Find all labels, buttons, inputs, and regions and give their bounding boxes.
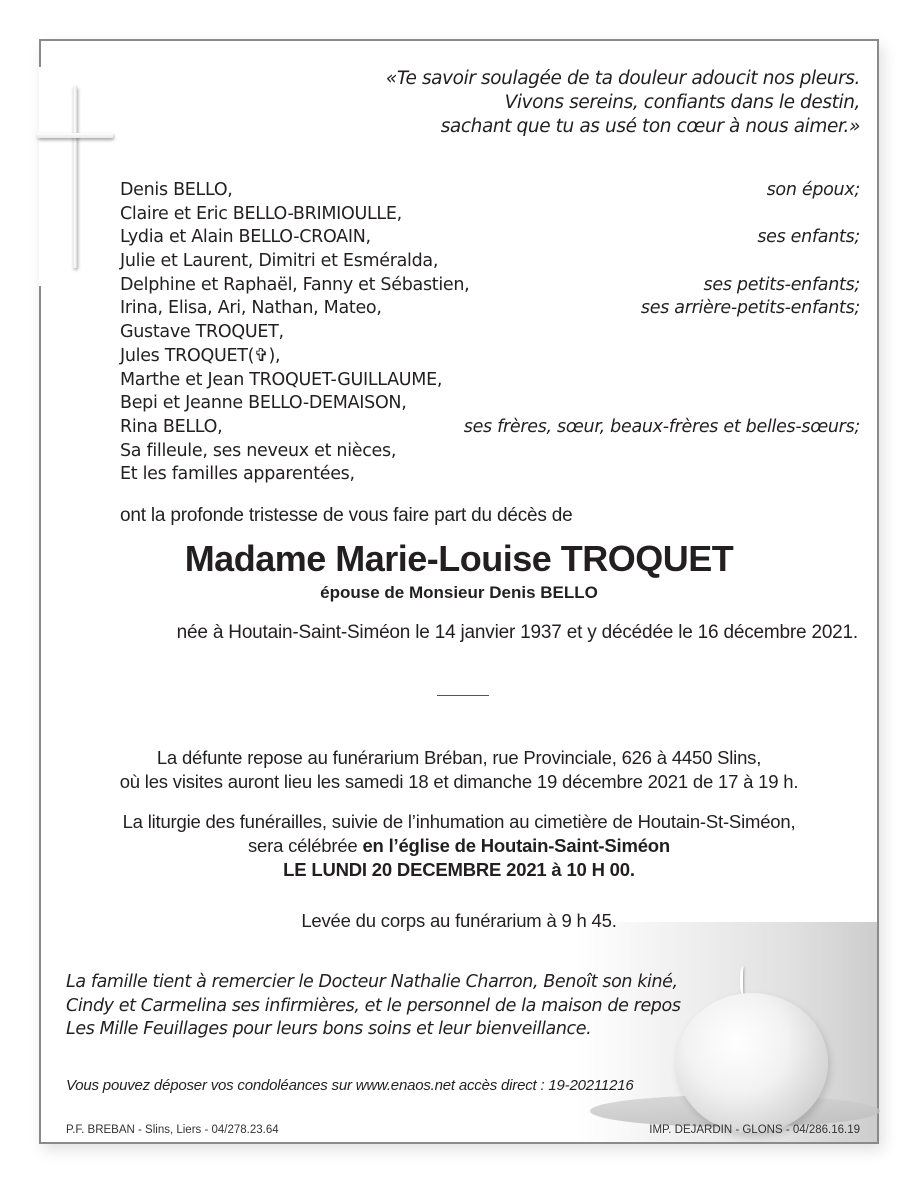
family-relation: ses enfants; xyxy=(757,227,860,248)
section-divider xyxy=(437,695,489,696)
condolences-note: Vous pouvez déposer vos condoléances sur www.enaos.net accès direct : 19-20211216 xyxy=(66,1077,634,1094)
cross-vertical-bar xyxy=(73,86,77,268)
candle-ball xyxy=(676,993,828,1133)
family-name: Julie et Laurent, Dimitri et Esméralda, xyxy=(120,251,439,272)
family-name: Gustave TROQUET, xyxy=(120,322,284,343)
family-name: Marthe et Jean TROQUET-GUILLAUME, xyxy=(120,369,443,390)
levee-info: Levée du corps au funérarium à 9 h 45. xyxy=(301,910,617,931)
funeral-line-prefix: sera célébrée xyxy=(248,835,363,856)
cross-horizontal-bar xyxy=(37,133,113,138)
family-name: Lydia et Alain BELLO-CROAIN, xyxy=(120,227,371,248)
birth-death-line: née à Houtain-Saint-Siméon le 14 janvier 1937 et y décédée le 16 décembre 2021. xyxy=(176,622,858,643)
family-row xyxy=(120,369,860,393)
family-row xyxy=(120,440,860,464)
family-row xyxy=(120,203,860,227)
funeral-home-credit: P.F. BREBAN - Slins, Liers - 04/278.23.64 xyxy=(66,1124,279,1136)
visitation-line: où les visites auront lieu les samedi 18 et dimanche 19 décembre 2021 de 17 à 19 h. xyxy=(119,771,799,792)
family-name: Et les familles apparentées, xyxy=(120,464,355,485)
family-name: Jules TROQUET(✞), xyxy=(120,345,281,366)
thanks-line: Cindy et Carmelina ses infirmières, et le personnel de la maison de repos xyxy=(66,995,681,1016)
thanks-line: La famille tient à remercier le Docteur Nathalie Charron, Benoît son kiné, xyxy=(66,972,678,992)
frame-left-border-top xyxy=(39,39,41,67)
family-row xyxy=(120,274,860,298)
funeral-date xyxy=(40,858,878,882)
announcement-intro: ont la profonde tristesse de vous faire part du décès de xyxy=(120,505,573,526)
family-name: Sa filleule, ses neveux et nièces, xyxy=(120,440,397,461)
quote-line: «Te savoir soulagée de ta douleur adoucit nos pleurs. xyxy=(385,68,860,89)
epitaph-quote xyxy=(386,67,860,139)
thanks-line: Les Mille Feuillages pour leurs bons soins et leur bienveillance. xyxy=(66,1019,592,1039)
family-row xyxy=(120,297,860,321)
deceased-spouse: épouse de Monsieur Denis BELLO xyxy=(320,583,598,602)
funeral-line: La liturgie des funérailles, suivie de l’inhumation au cimetière de Houtain-St-Siméon, xyxy=(122,811,796,832)
family-name: Claire et Eric BELLO-BRIMIOULLE, xyxy=(120,203,402,224)
visitation-line: La défunte repose au funérarium Bréban, rue Provinciale, 626 à 4450 Slins, xyxy=(156,747,762,768)
family-row xyxy=(120,392,860,416)
family-row xyxy=(120,226,860,250)
family-name: Denis BELLO, xyxy=(120,180,233,200)
deceased-name: Madame Marie-Louise TROQUET xyxy=(184,538,734,579)
family-relation: son époux; xyxy=(766,180,860,200)
family-row xyxy=(120,345,860,369)
frame-left-border-bottom xyxy=(39,286,41,1142)
family-row xyxy=(120,250,860,274)
family-row xyxy=(120,416,860,440)
funeral-info xyxy=(40,810,878,882)
family-relation: ses arrière-petits-enfants; xyxy=(640,298,860,319)
family-row xyxy=(120,179,860,203)
funeral-church: en l’église de Houtain-Saint-Siméon xyxy=(362,835,670,856)
printer-credit: IMP. DEJARDIN - GLONS - 04/286.16.19 xyxy=(649,1124,860,1136)
family-name: Irina, Elisa, Ari, Nathan, Mateo, xyxy=(120,298,382,319)
quote-line: sachant que tu as usé ton cœur à nous aimer.» xyxy=(440,116,860,137)
family-row xyxy=(120,463,860,487)
quote-line: Vivons sereins, confiants dans le destin, xyxy=(504,92,860,113)
family-relation: ses frères, sœur, beaux-frères et belles-sœurs; xyxy=(463,416,860,437)
thanks-message xyxy=(66,971,681,1042)
family-name: Bepi et Jeanne BELLO-DEMAISON, xyxy=(120,393,407,414)
funeral-line xyxy=(40,834,878,858)
family-name: Rina BELLO, xyxy=(120,416,223,437)
family-relation: ses petits-enfants; xyxy=(703,274,860,295)
funeral-date-text: LE LUNDI 20 DECEMBRE 2021 à 10 H 00. xyxy=(283,859,635,880)
family-name: Delphine et Raphaël, Fanny et Sébastien, xyxy=(120,274,470,295)
visitation-info xyxy=(40,746,878,794)
family-list xyxy=(120,179,860,487)
candle-wick xyxy=(740,966,749,996)
family-row xyxy=(120,321,860,345)
